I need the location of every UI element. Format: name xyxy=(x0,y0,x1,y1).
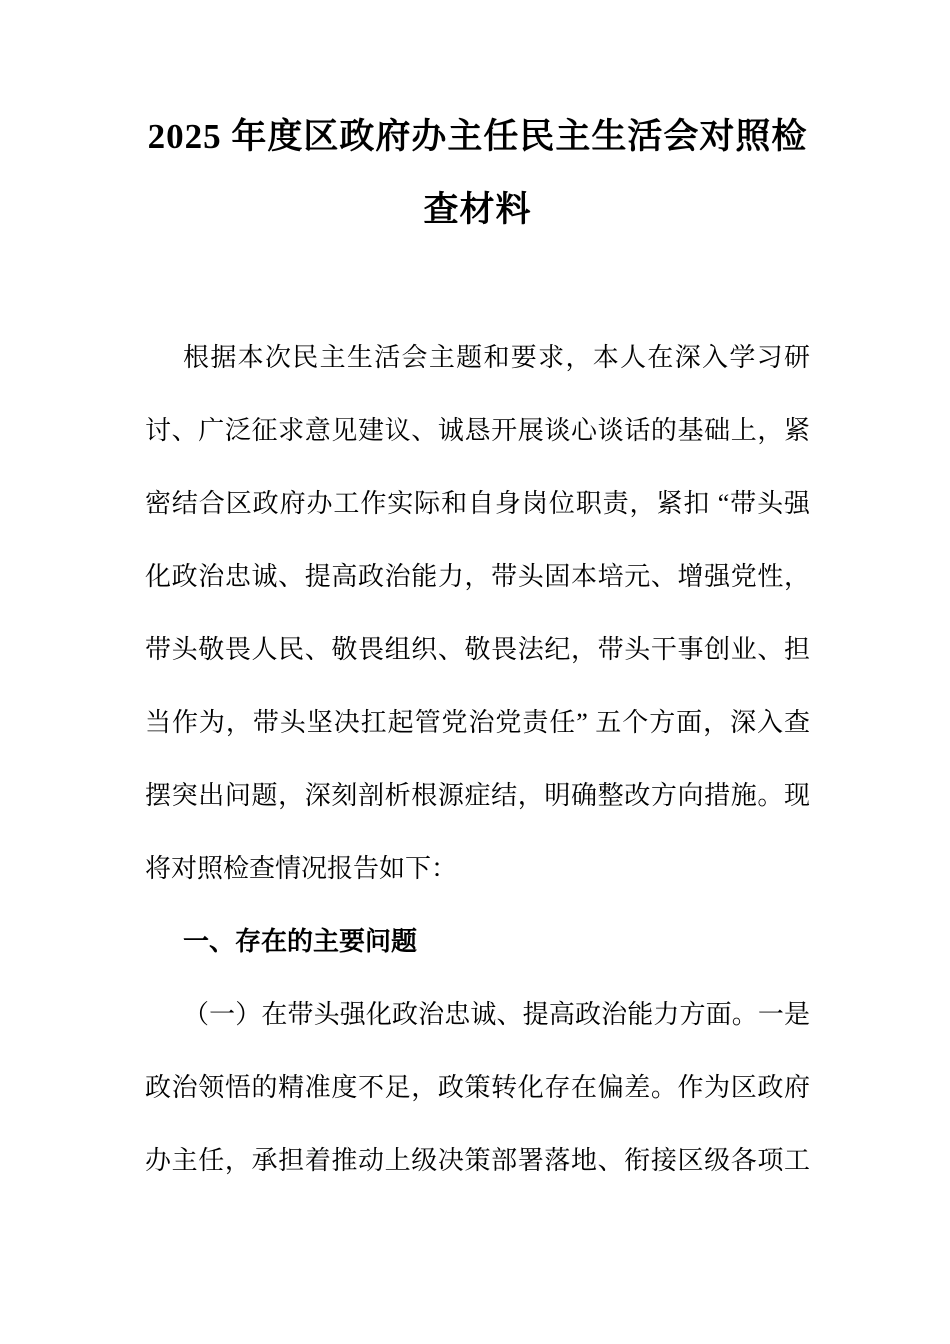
paragraph2-line: 政治领悟的精准度不足，政策转化存在偏差。作为区政府 xyxy=(145,1073,810,1102)
paragraph1-line: 密结合区政府办工作实际和自身岗位职责，紧扣 “带头强 xyxy=(145,489,810,518)
paragraph1-line: 摆突出问题，深刻剖析根源症结，明确整改方向措施。现 xyxy=(145,781,810,810)
section-heading: 一、存在的主要问题 xyxy=(183,927,418,956)
document-body xyxy=(145,321,810,1197)
paragraph1-line: 带头敬畏人民、敬畏组织、敬畏法纪，带头干事创业、担 xyxy=(145,635,810,664)
paragraph2-line: 办主任，承担着推动上级决策部署落地、衔接区级各项工 xyxy=(145,1146,810,1175)
paragraph2-line: （一）在带头强化政治忠诚、提高政治能力方面。一是 xyxy=(183,1000,810,1029)
paragraph1-line: 当作为，带头坚决扛起管党治党责任” 五个方面，深入查 xyxy=(145,708,810,737)
paragraph1-line: 讨、广泛征求意见建议、诚恳开展谈心谈话的基础上，紧 xyxy=(145,416,810,445)
paragraph1-line: 将对照检查情况报告如下： xyxy=(145,854,458,883)
paragraph1-line: 根据本次民主生活会主题和要求，本人在深入学习研 xyxy=(183,343,810,372)
title-line-1: 2025 年度区政府办主任民主生活会对照检 xyxy=(147,117,808,156)
paragraph1-line: 化政治忠诚、提高政治能力，带头固本培元、增强党性， xyxy=(145,562,810,591)
document-content xyxy=(0,100,950,1197)
document-title xyxy=(145,100,810,246)
title-line-2: 查材料 xyxy=(423,190,532,229)
